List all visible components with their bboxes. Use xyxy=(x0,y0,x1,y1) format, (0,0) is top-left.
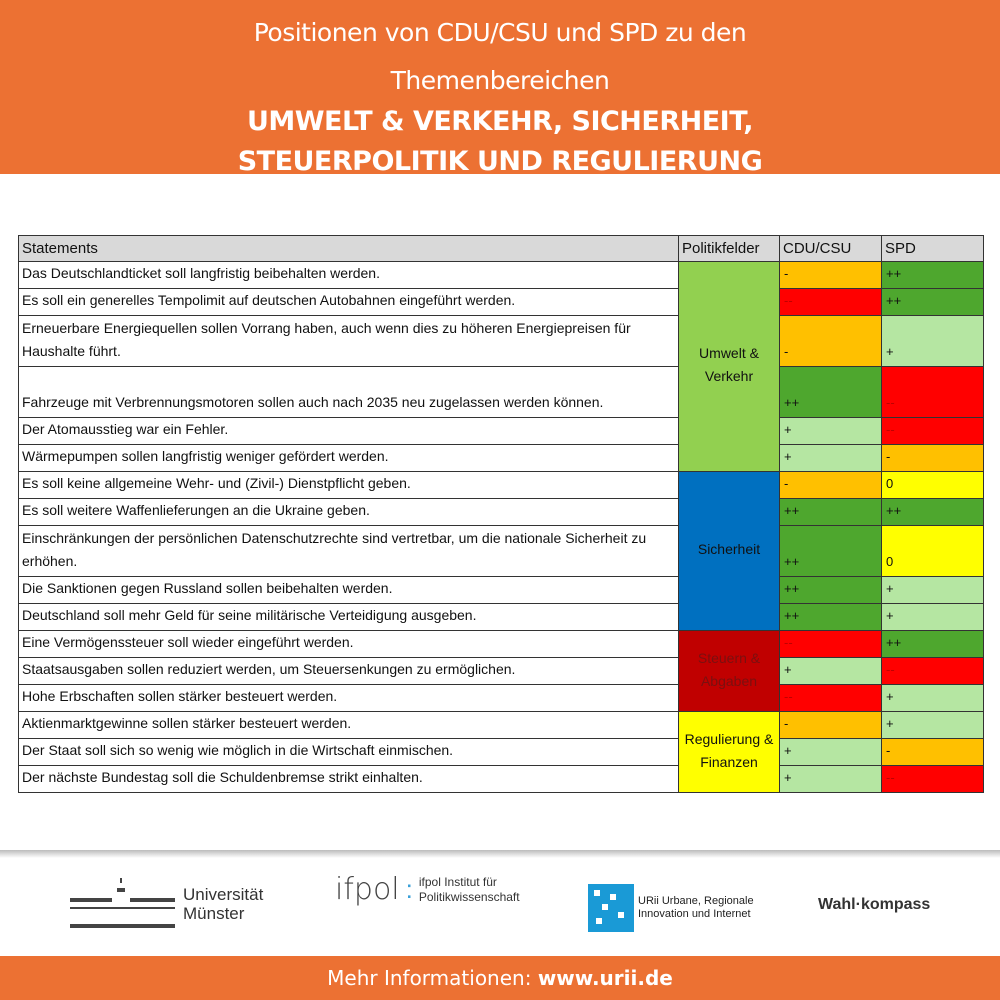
category-label: Verkehr xyxy=(704,368,754,384)
table-row xyxy=(19,766,984,793)
col-politikfelder: Politikfelder xyxy=(679,236,780,262)
category-cell xyxy=(679,472,780,631)
table-row xyxy=(19,712,984,739)
header-banner xyxy=(0,0,1000,177)
category-label: Umwelt & xyxy=(699,345,759,361)
cdu-value-cell: - xyxy=(780,262,882,289)
statement-cell: Es soll ein generelles Tempolimit auf deutschen Autobahnen eingeführt werden. xyxy=(19,289,679,316)
statement-cell: Aktienmarktgewinne sollen stärker besteuert werden. xyxy=(19,712,679,739)
table-row xyxy=(19,316,984,367)
cdu-value-cell: + xyxy=(780,418,882,445)
positions-table xyxy=(18,235,984,793)
spd-value-cell: -- xyxy=(882,367,984,418)
cdu-value-cell: - xyxy=(780,472,882,499)
cdu-value-cell: + xyxy=(780,739,882,766)
statement-cell: Der Staat soll sich so wenig wie möglich in die Wirtschaft einmischen. xyxy=(19,739,679,766)
spd-value-cell: + xyxy=(882,685,984,712)
table-row xyxy=(19,262,984,289)
statement-cell: Das Deutschlandticket soll langfristig beibehalten werden. xyxy=(19,262,679,289)
cdu-value-cell: -- xyxy=(780,289,882,316)
table-row xyxy=(19,445,984,472)
table-row xyxy=(19,739,984,766)
statement-cell: Eine Vermögenssteuer soll wieder eingeführt werden. xyxy=(19,631,679,658)
category-label: Sicherheit xyxy=(697,541,761,557)
table-row xyxy=(19,418,984,445)
statement-cell: Fahrzeuge mit Verbrennungsmotoren sollen auch nach 2035 neu zugelassen werden können. xyxy=(19,367,679,418)
wahlkompass-logo xyxy=(818,896,930,914)
statement-cell: Hohe Erbschaften sollen stärker besteuert werden. xyxy=(19,685,679,712)
cdu-value-cell: ++ xyxy=(780,577,882,604)
category-label: Finanzen xyxy=(700,753,758,770)
ifpol-mark: ifpol xyxy=(335,872,400,907)
category-cell xyxy=(679,262,780,472)
logo-strip xyxy=(0,860,1000,956)
title-line-3: UMWELT & VERKEHR, SICHERHEIT, xyxy=(246,106,754,137)
divider xyxy=(0,850,1000,858)
category-label: Regulierung & xyxy=(684,730,774,747)
table-row xyxy=(19,631,984,658)
spd-value-cell: 0 xyxy=(882,526,984,577)
cdu-value-cell: + xyxy=(780,658,882,685)
muenster-logo xyxy=(70,874,273,934)
footer-link[interactable]: www.urii.de xyxy=(537,966,673,990)
spd-value-cell: - xyxy=(882,739,984,766)
title-line-1: Positionen von CDU/CSU und SPD zu den xyxy=(253,18,747,47)
table-row xyxy=(19,499,984,526)
statement-cell: Deutschland soll mehr Geld für seine militärische Verteidigung ausgeben. xyxy=(19,604,679,631)
table-row xyxy=(19,289,984,316)
cdu-value-cell: -- xyxy=(780,631,882,658)
table-row xyxy=(19,577,984,604)
statement-cell: Es soll weitere Waffenlieferungen an die Ukraine geben. xyxy=(19,499,679,526)
statement-cell: Erneuerbare Energiequellen sollen Vorrang haben, auch wenn dies zu höheren Energiepreisen für Haushalte führt. xyxy=(19,316,679,367)
wahlkompass-text: Wahl·kompass xyxy=(818,896,931,913)
table-row xyxy=(19,658,984,685)
statement-cell: Staatsausgaben sollen reduziert werden, um Steuersenkungen zu ermöglichen. xyxy=(19,658,679,685)
ifpol-text: ifpol Institut für Politikwissenschaft xyxy=(418,874,520,904)
spd-value-cell: -- xyxy=(882,766,984,793)
category-label: Abgaben xyxy=(700,672,758,689)
title-line-4: STEUERPOLITIK UND REGULIERUNG xyxy=(237,146,763,177)
spd-value-cell: ++ xyxy=(882,631,984,658)
col-cdu: CDU/CSU xyxy=(780,236,882,262)
statement-cell: Die Sanktionen gegen Russland sollen beibehalten werden. xyxy=(19,577,679,604)
spd-value-cell: ++ xyxy=(882,499,984,526)
spd-value-cell: ++ xyxy=(882,262,984,289)
cdu-value-cell: - xyxy=(780,316,882,367)
spd-value-cell: -- xyxy=(882,418,984,445)
spd-value-cell: ++ xyxy=(882,289,984,316)
category-cell xyxy=(679,631,780,712)
table-row xyxy=(19,604,984,631)
cdu-value-cell: ++ xyxy=(780,526,882,577)
statement-cell: Es soll keine allgemeine Wehr- und (Zivil-) Dienstpflicht geben. xyxy=(19,472,679,499)
spd-value-cell: 0 xyxy=(882,472,984,499)
cdu-value-cell: + xyxy=(780,766,882,793)
statement-cell: Der nächste Bundestag soll die Schuldenbremse strikt einhalten. xyxy=(19,766,679,793)
col-statements: Statements xyxy=(19,236,679,262)
urii-logo xyxy=(588,884,768,932)
statement-cell: Einschränkungen der persönlichen Datenschutzrechte sind vertretbar, um die nationale Sicherheit zu erhöhen. xyxy=(19,526,679,577)
table-row xyxy=(19,367,984,418)
footer-bar xyxy=(0,956,1000,1000)
ifpol-colon-icon: : xyxy=(405,874,413,904)
category-cell xyxy=(679,712,780,793)
urii-text: URii Urbane, Regionale Innovation und Internet xyxy=(638,895,754,920)
cdu-value-cell: - xyxy=(780,712,882,739)
cdu-value-cell: ++ xyxy=(780,367,882,418)
ifpol-logo xyxy=(335,872,539,907)
col-spd: SPD xyxy=(882,236,984,262)
spd-value-cell: -- xyxy=(882,658,984,685)
statement-cell: Der Atomausstieg war ein Fehler. xyxy=(19,418,679,445)
statement-cell: Wärmepumpen sollen langfristig weniger gefördert werden. xyxy=(19,445,679,472)
spd-value-cell: + xyxy=(882,712,984,739)
muenster-text: Universität Münster xyxy=(183,885,264,923)
table-row xyxy=(19,526,984,577)
title-line-2: Themenbereichen xyxy=(390,66,610,95)
cdu-value-cell: -- xyxy=(780,685,882,712)
cdu-value-cell: ++ xyxy=(780,604,882,631)
spd-value-cell: - xyxy=(882,445,984,472)
spd-value-cell: + xyxy=(882,577,984,604)
spd-value-cell: + xyxy=(882,316,984,367)
footer-text: Mehr Informationen: xyxy=(327,966,538,990)
table-row xyxy=(19,685,984,712)
cdu-value-cell: ++ xyxy=(780,499,882,526)
muenster-emblem-icon xyxy=(70,874,175,934)
spd-value-cell: + xyxy=(882,604,984,631)
urii-pixel-icon xyxy=(588,884,634,932)
cdu-value-cell: + xyxy=(780,445,882,472)
category-label: Steuern & xyxy=(697,649,761,666)
table-row xyxy=(19,472,984,499)
